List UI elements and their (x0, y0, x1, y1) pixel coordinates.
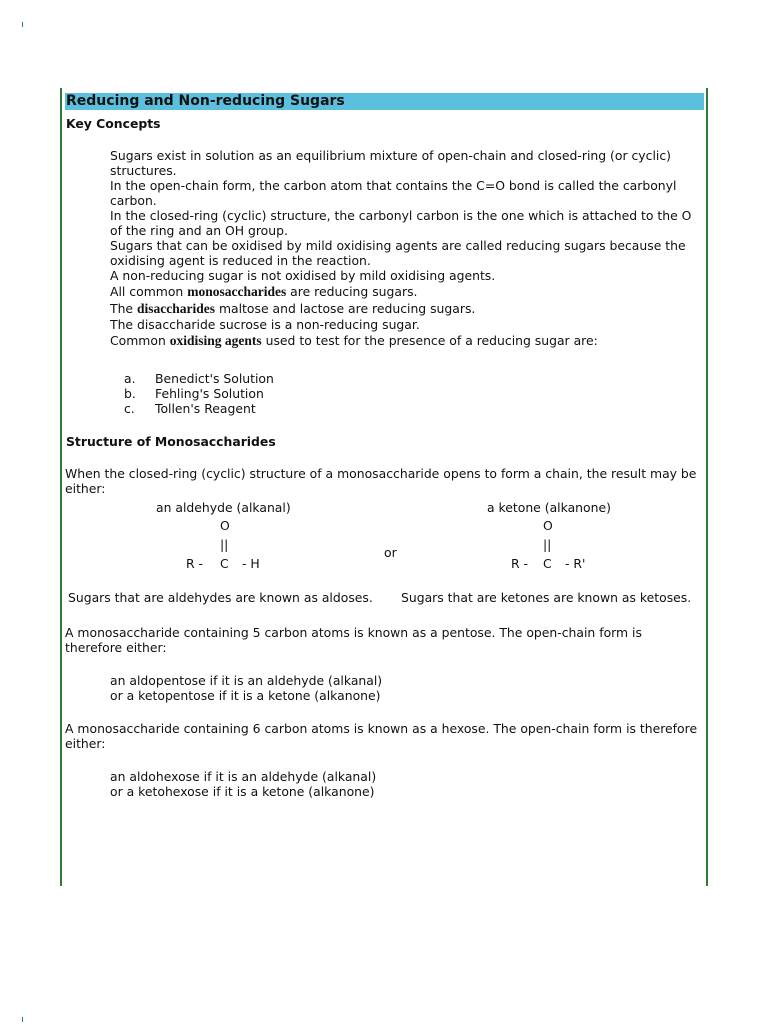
page-title: Reducing and Non-reducing Sugars (65, 93, 704, 110)
aldehyde-label: an aldehyde (alkanal) (156, 500, 291, 515)
concept-line: In the open-chain form, the carbon atom that contains the C=O bond is called the carbonyl carbon. (110, 178, 677, 208)
concept-line: All common monosaccharides are reducing sugars. (110, 284, 418, 299)
ketone-r-prime: - R' (565, 556, 586, 571)
list-item: b. Fehling's Solution (124, 386, 264, 401)
aldehyde-double-bond: || (220, 537, 229, 552)
aldehyde-r-group: R - (186, 556, 204, 571)
aldehyde-hydrogen: - H (242, 556, 260, 571)
concept-line: Sugars that can be oxidised by mild oxidising agents are called reducing sugars because the oxidising agent is reduced in the reaction. (110, 238, 686, 268)
hexose-intro: A monosaccharide containing 6 carbon atoms is known as a hexose. The open-chain form is therefore either: (65, 721, 698, 751)
aldehyde-carbon: C (220, 556, 229, 571)
key-concepts-list (110, 148, 700, 348)
hexose-line: an aldohexose if it is an aldehyde (alkanal) (110, 769, 377, 784)
ketone-oxygen: O (543, 518, 553, 533)
or-text: or (384, 545, 397, 560)
pentose-intro: A monosaccharide containing 5 carbon atoms is known as a pentose. The open-chain form is therefore either: (65, 625, 642, 655)
concept-line: The disaccharides maltose and lactose are reducing sugars. (110, 301, 476, 316)
ketone-carbon: C (543, 556, 552, 571)
ketone-r-group: R - (511, 556, 529, 571)
concept-line: Sugars exist in solution as an equilibrium mixture of open-chain and closed-ring (or cyclic) structures. (110, 148, 671, 178)
content-frame (60, 88, 708, 886)
corner-mark-top (22, 22, 23, 27)
aldehyde-oxygen: O (220, 518, 230, 533)
key-concepts-heading: Key Concepts (66, 116, 161, 131)
aldoses-text: Sugars that are aldehydes are known as aldoses. (68, 590, 373, 605)
concept-line: Common oxidising agents used to test for the presence of a reducing sugar are: (110, 333, 598, 348)
corner-mark-bottom (22, 1017, 23, 1022)
ketoses-text: Sugars that are ketones are known as ketoses. (401, 590, 692, 605)
structure-intro: When the closed-ring (cyclic) structure of a monosaccharide opens to form a chain, the result may be either: (65, 466, 697, 496)
ketone-double-bond: || (543, 537, 552, 552)
reagent-list (124, 371, 274, 416)
hexose-line: or a ketohexose if it is a ketone (alkanone) (110, 784, 375, 799)
concept-line: The disaccharide sucrose is a non-reducing sugar. (110, 317, 420, 332)
ketone-label: a ketone (alkanone) (487, 500, 611, 515)
structure-heading: Structure of Monosaccharides (66, 434, 276, 449)
concept-line: In the closed-ring (cyclic) structure, the carbonyl carbon is the one which is attached to the O of the ring and an OH group. (110, 208, 692, 238)
list-item: c. Tollen's Reagent (124, 401, 256, 416)
list-item: a. Benedict's Solution (124, 371, 274, 386)
concept-line: A non-reducing sugar is not oxidised by mild oxidising agents. (110, 268, 496, 283)
pentose-line: or a ketopentose if it is a ketone (alkanone) (110, 688, 381, 703)
pentose-line: an aldopentose if it is an aldehyde (alkanal) (110, 673, 383, 688)
